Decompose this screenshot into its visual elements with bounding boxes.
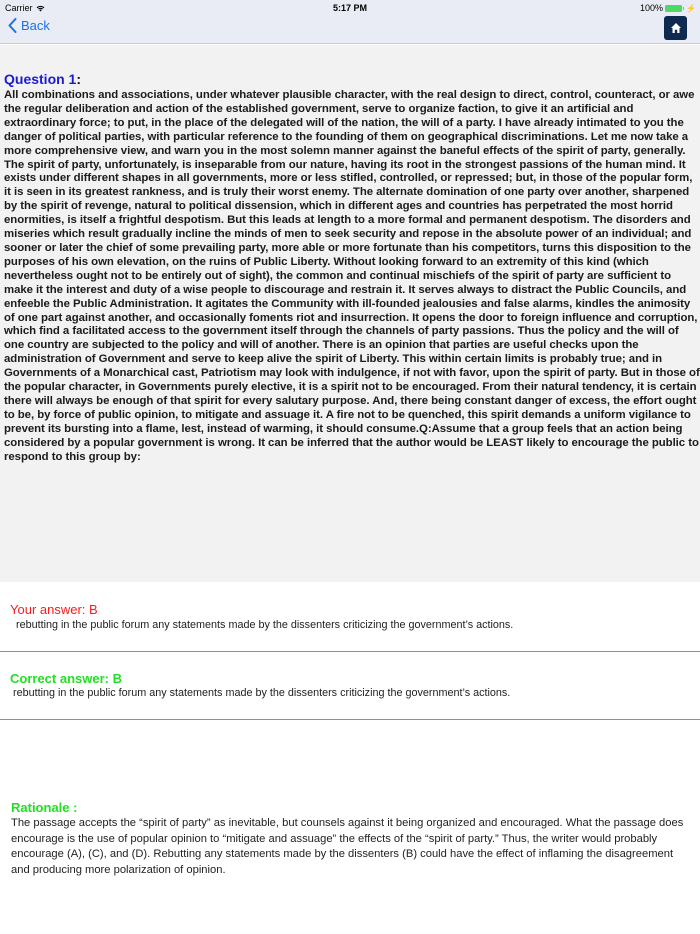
correct-answer-label: Correct answer: B — [10, 671, 122, 686]
your-answer-label: Your answer: B — [10, 602, 98, 617]
correct-answer-row — [0, 652, 700, 720]
rationale-heading: Rationale : — [11, 800, 78, 815]
status-bar — [0, 0, 700, 14]
battery-indicator — [640, 3, 696, 13]
navigation-bar — [0, 0, 700, 44]
carrier-label: Carrier — [5, 3, 33, 13]
rationale-text: The passage accepts the “spirit of party” as inevitable, but counsels against it being organized and encouraged. What the passage does encourage is the use of popular opinion to “mitigate and assuage” the effects of the “spirit of party.” Thus, the writer would probably encourage (A), (C), and (D). Rebutting any statements made by the dissenters (B) could have the effect of inflaming the disagreement and producing more polarization of opinion. — [11, 817, 684, 876]
back-label: Back — [21, 18, 50, 33]
home-icon — [670, 22, 682, 34]
your-answer-row — [0, 582, 700, 652]
back-button[interactable] — [8, 18, 50, 33]
status-time: 5:17 PM — [332, 3, 367, 13]
question-passage: All combinations and associations, under whatever plausible character, with the real design to direct, control, counteract, or awe the regular deliberation and action of the established government, serve to organize faction, to give it an artificial and extraordinary force; to put, in the place of the delegated will of the nation, the will of a party. I have already intimated to you the danger of political parties, with particular reference to the founding of them on geographical discriminations. Let me now take a more comprehensive view, and warn you in the most solemn manner against the baneful effects of the spirit of party, generally. The spirit of party, unfortunately, is inseparable from our nature, having its root in the strongest passions of the human mind. It exists under different shapes in all governments, more or less stifled, controlled, or repressed; but, in those of the popular form, it is seen in its greatest rankness, and is truly their worst enemy. The alternate domination of one party over another, sharpened by the spirit of revenge, natural to political dissension, which in different ages and countries has perpetrated the most horrid enormities, is itself a frightful despotism. But this leads at length to a more formal and permanent despotism. The disorders and miseries which result gradually incline the minds of men to seek security and repose in the absolute power of an individual; and sooner or later the chief of some prevailing party, more able or more fortunate than his competitors, turns this disposition to the purposes of his own elevation, on the ruins of Public Liberty. Without looking forward to an extremity of this kind (which nevertheless ought not to be entirely out of sight), the common and continual mischiefs of the spirit of party are sufficient to make it the interest and duty of a wise people to discourage and restrain it. It serves always to distract the Public Councils, and enfeeble the Public Administration. It agitates the Community with ill-founded jealousies and false alarms, kindles the animosity of one part against another, and occasionally foments riot and insurrection. It opens the door to foreign influence and corruption, which find a facilitated access to the government itself through the channels of party passions. Thus the policy and the will of one country are subjected to the policy and will of another. There is an opinion that parties are useful checks upon the administration of Government and serve to keep alive the spirit of Liberty. This within certain limits is probably true; and in Governments of a Monarchical cast, Patriotism may look with indulgence, if not with favor, upon the spirit of party. But in those of the popular character, in Governments purely elective, it is a spirit not to be encouraged. From their natural tendency, it is certain there will always be enough of that spirit for every salutary purpose. And, there being constant danger of excess, the effort ought to be, by force of public opinion, to mitigate and assuage it. A fire not to be quenched, this spirit demands a uniform vigilance to prevent its bursting into a flame, lest, instead of warming, it should consume.Q:Assume that a group feels that an action being considered by a popular government is wrong. It can be inferred that the author would be LEAST likely to encourage the public to respond to this group by: — [4, 89, 700, 463]
battery-icon — [665, 5, 682, 12]
chevron-left-icon — [8, 18, 17, 33]
question-title — [4, 71, 81, 87]
question-number: Question 1 — [4, 71, 77, 87]
question-title-colon: : — [76, 71, 82, 87]
home-button[interactable] — [664, 16, 687, 40]
correct-answer-text: rebutting in the public forum any statements made by the dissenters criticizing the government’s actions. — [13, 687, 511, 699]
battery-percent: 100% — [640, 3, 664, 13]
charging-bolt-icon: ⚡ — [686, 3, 696, 13]
your-answer-text: rebutting in the public forum any statements made by the dissenters criticizing the government’s actions. — [16, 619, 514, 631]
